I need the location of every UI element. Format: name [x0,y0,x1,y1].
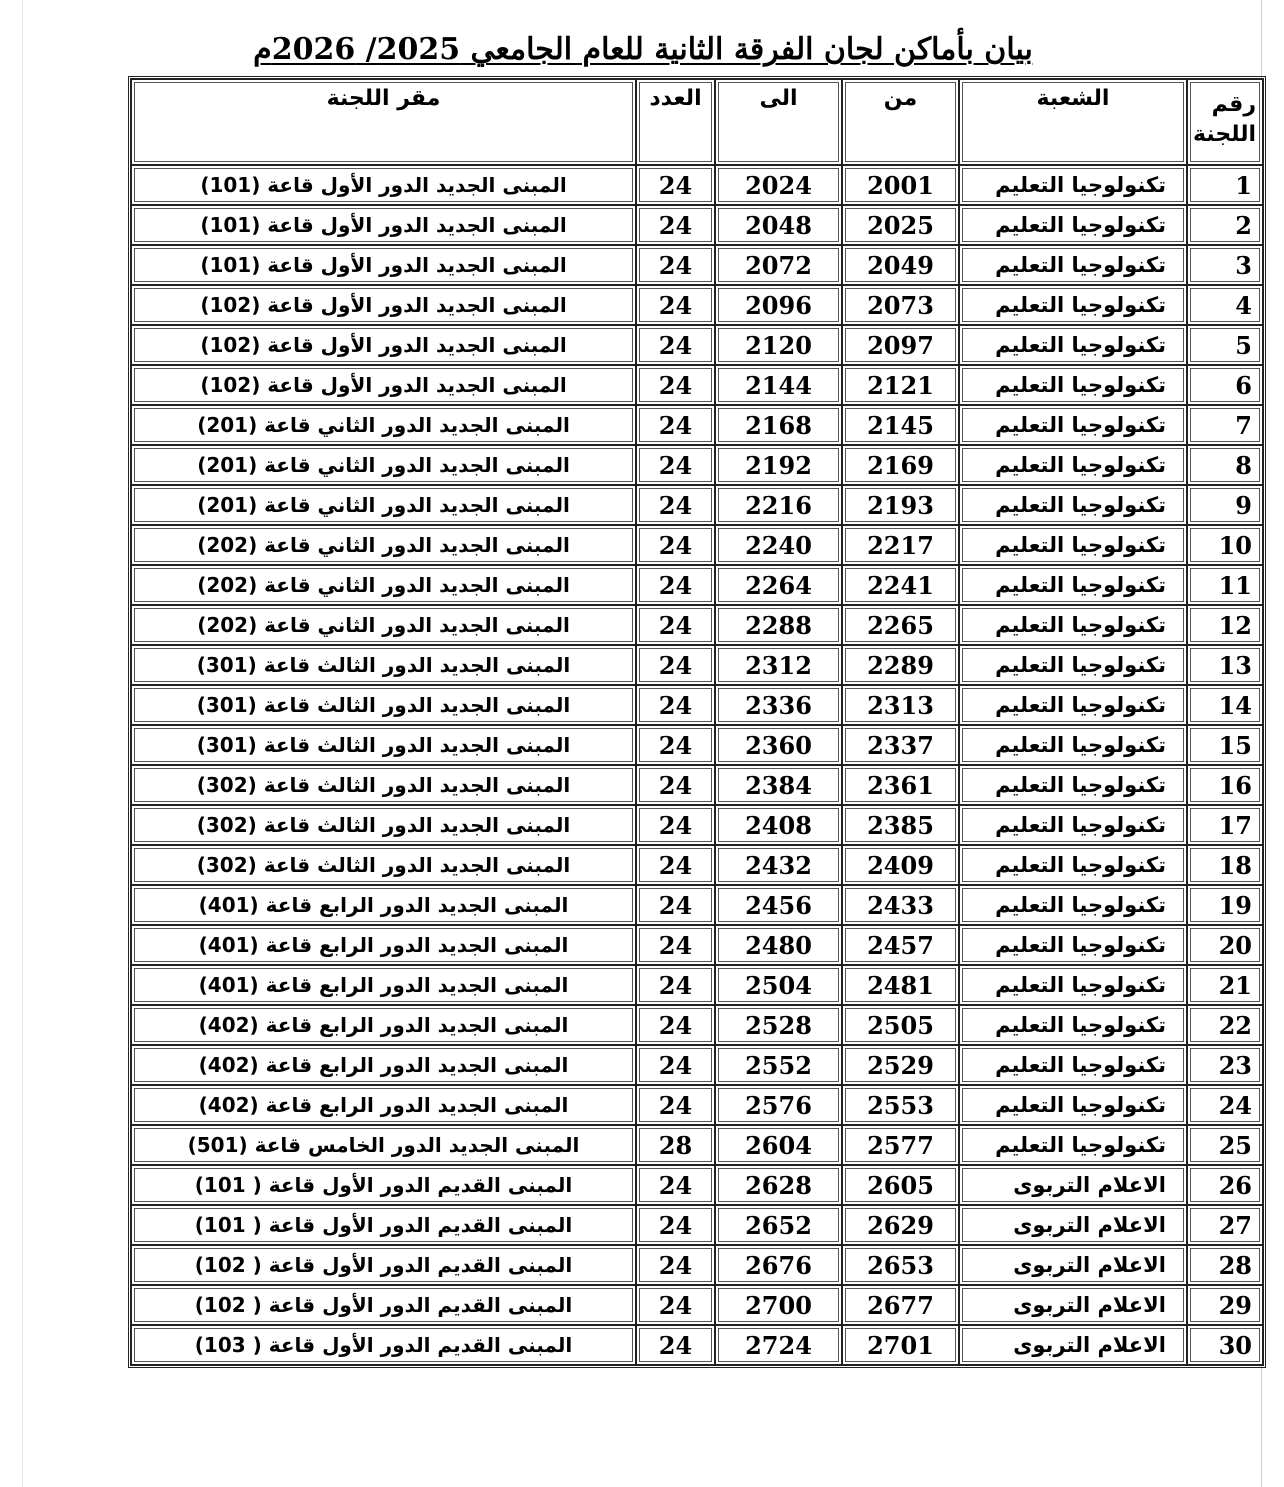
cell-from: 2289 [842,645,959,685]
cell-count: 24 [636,1165,715,1205]
table-row [131,565,1263,605]
cell-count: 24 [636,165,715,205]
cell-from: 2457 [842,925,959,965]
cell-department: تكنولوجيا التعليم [959,325,1187,365]
cell-count: 24 [636,685,715,725]
cell-location: المبنى الجديد الدور الرابع قاعة (401) [131,925,636,965]
cell-from: 2361 [842,765,959,805]
cell-committee-number: 6 [1187,365,1263,405]
cell-to: 2724 [715,1325,842,1365]
cell-department: تكنولوجيا التعليم [959,605,1187,645]
cell-to: 2604 [715,1125,842,1165]
cell-department: تكنولوجيا التعليم [959,205,1187,245]
cell-count: 24 [636,925,715,965]
table-row [131,725,1263,765]
header-department: الشعبة [959,79,1187,165]
cell-department: الاعلام التربوى [959,1285,1187,1325]
cell-count: 24 [636,1285,715,1325]
cell-from: 2605 [842,1165,959,1205]
cell-committee-number: 27 [1187,1205,1263,1245]
cell-to: 2288 [715,605,842,645]
cell-location: المبنى القديم الدور الأول قاعة ( 103) [131,1325,636,1365]
cell-count: 24 [636,485,715,525]
cell-committee-number: 22 [1187,1005,1263,1045]
cell-department: تكنولوجيا التعليم [959,485,1187,525]
cell-department: تكنولوجيا التعليم [959,1005,1187,1045]
header-committee-number: رقم اللجنة [1187,79,1263,165]
cell-department: تكنولوجيا التعليم [959,645,1187,685]
cell-committee-number: 13 [1187,645,1263,685]
cell-to: 2480 [715,925,842,965]
cell-committee-number: 7 [1187,405,1263,445]
cell-to: 2072 [715,245,842,285]
cell-department: تكنولوجيا التعليم [959,1085,1187,1125]
cell-to: 2700 [715,1285,842,1325]
cell-count: 24 [636,205,715,245]
table-row [131,445,1263,485]
table-row [131,1085,1263,1125]
cell-department: الاعلام التربوى [959,1205,1187,1245]
cell-to: 2120 [715,325,842,365]
table-row [131,1125,1263,1165]
cell-committee-number: 11 [1187,565,1263,605]
cell-committee-number: 17 [1187,805,1263,845]
header-to: الى [715,79,842,165]
cell-from: 2433 [842,885,959,925]
cell-to: 2336 [715,685,842,725]
cell-from: 2629 [842,1205,959,1245]
cell-from: 2481 [842,965,959,1005]
cell-to: 2408 [715,805,842,845]
cell-committee-number: 15 [1187,725,1263,765]
cell-to: 2456 [715,885,842,925]
cell-count: 24 [636,1085,715,1125]
cell-committee-number: 5 [1187,325,1263,365]
cell-committee-number: 30 [1187,1325,1263,1365]
cell-department: تكنولوجيا التعليم [959,885,1187,925]
cell-department: تكنولوجيا التعليم [959,925,1187,965]
cell-committee-number: 25 [1187,1125,1263,1165]
cell-department: تكنولوجيا التعليم [959,725,1187,765]
cell-location: المبنى الجديد الدور الأول قاعة (101) [131,245,636,285]
cell-location: المبنى الجديد الدور الأول قاعة (101) [131,205,636,245]
cell-to: 2552 [715,1045,842,1085]
cell-count: 24 [636,565,715,605]
cell-to: 2216 [715,485,842,525]
cell-location: المبنى الجديد الدور الأول قاعة (101) [131,165,636,205]
cell-from: 2313 [842,685,959,725]
cell-location: المبنى الجديد الدور الرابع قاعة (401) [131,885,636,925]
cell-department: الاعلام التربوى [959,1325,1187,1365]
cell-from: 2701 [842,1325,959,1365]
header-location: مقر اللجنة [131,79,636,165]
cell-department: تكنولوجيا التعليم [959,1045,1187,1085]
cell-to: 2576 [715,1085,842,1125]
header-count: العدد [636,79,715,165]
cell-from: 2265 [842,605,959,645]
cell-count: 24 [636,725,715,765]
cell-to: 2360 [715,725,842,765]
cell-from: 2073 [842,285,959,325]
table-row [131,845,1263,885]
cell-to: 2384 [715,765,842,805]
cell-location: المبنى الجديد الدور الثالث قاعة (301) [131,725,636,765]
cell-location: المبنى الجديد الدور الأول قاعة (102) [131,285,636,325]
table-row [131,365,1263,405]
cell-department: تكنولوجيا التعليم [959,765,1187,805]
cell-count: 24 [636,1245,715,1285]
cell-location: المبنى الجديد الدور الثاني قاعة (201) [131,405,636,445]
cell-from: 2121 [842,365,959,405]
cell-from: 2193 [842,485,959,525]
cell-department: تكنولوجيا التعليم [959,845,1187,885]
cell-location: المبنى الجديد الدور الخامس قاعة (501) [131,1125,636,1165]
cell-location: المبنى الجديد الدور الرابع قاعة (402) [131,1005,636,1045]
cell-department: تكنولوجيا التعليم [959,685,1187,725]
cell-committee-number: 19 [1187,885,1263,925]
cell-committee-number: 16 [1187,765,1263,805]
cell-to: 2264 [715,565,842,605]
cell-location: المبنى الجديد الدور الرابع قاعة (402) [131,1045,636,1085]
cell-location: المبنى القديم الدور الأول قاعة ( 101) [131,1165,636,1205]
cell-count: 24 [636,325,715,365]
cell-count: 24 [636,1325,715,1365]
cell-department: الاعلام التربوى [959,1245,1187,1285]
committees-table [128,76,1266,1368]
cell-from: 2553 [842,1085,959,1125]
cell-to: 2652 [715,1205,842,1245]
cell-from: 2577 [842,1125,959,1165]
cell-to: 2504 [715,965,842,1005]
cell-count: 24 [636,245,715,285]
cell-location: المبنى الجديد الدور الثالث قاعة (302) [131,845,636,885]
cell-from: 2025 [842,205,959,245]
cell-count: 24 [636,405,715,445]
cell-from: 2529 [842,1045,959,1085]
cell-count: 24 [636,645,715,685]
cell-count: 24 [636,1045,715,1085]
table-row [131,325,1263,365]
cell-to: 2048 [715,205,842,245]
cell-location: المبنى القديم الدور الأول قاعة ( 102) [131,1285,636,1325]
cell-count: 24 [636,605,715,645]
table-row [131,765,1263,805]
cell-committee-number: 14 [1187,685,1263,725]
cell-count: 24 [636,365,715,405]
cell-to: 2312 [715,645,842,685]
cell-location: المبنى القديم الدور الأول قاعة ( 102) [131,1245,636,1285]
cell-department: تكنولوجيا التعليم [959,1125,1187,1165]
cell-committee-number: 8 [1187,445,1263,485]
table-row [131,805,1263,845]
table-row [131,965,1263,1005]
cell-committee-number: 21 [1187,965,1263,1005]
cell-count: 24 [636,525,715,565]
table-row [131,645,1263,685]
cell-count: 24 [636,885,715,925]
cell-department: تكنولوجيا التعليم [959,245,1187,285]
cell-location: المبنى الجديد الدور الثاني قاعة (202) [131,525,636,565]
cell-to: 2432 [715,845,842,885]
cell-department: تكنولوجيا التعليم [959,165,1187,205]
cell-department: تكنولوجيا التعليم [959,565,1187,605]
cell-count: 24 [636,845,715,885]
cell-committee-number: 2 [1187,205,1263,245]
table-row [131,1045,1263,1085]
cell-location: المبنى الجديد الدور الثالث قاعة (301) [131,685,636,725]
table-row [131,685,1263,725]
cell-from: 2385 [842,805,959,845]
cell-committee-number: 23 [1187,1045,1263,1085]
table-row [131,285,1263,325]
cell-committee-number: 18 [1187,845,1263,885]
cell-department: تكنولوجيا التعليم [959,445,1187,485]
cell-to: 2168 [715,405,842,445]
cell-committee-number: 12 [1187,605,1263,645]
cell-location: المبنى الجديد الدور الثالث قاعة (301) [131,645,636,685]
cell-from: 2409 [842,845,959,885]
table-row [131,1005,1263,1045]
cell-location: المبنى الجديد الدور الثاني قاعة (202) [131,565,636,605]
cell-count: 24 [636,965,715,1005]
cell-to: 2144 [715,365,842,405]
table-row [131,205,1263,245]
cell-committee-number: 28 [1187,1245,1263,1285]
cell-to: 2096 [715,285,842,325]
cell-to: 2192 [715,445,842,485]
cell-department: تكنولوجيا التعليم [959,405,1187,445]
table-row [131,925,1263,965]
cell-to: 2240 [715,525,842,565]
cell-from: 2169 [842,445,959,485]
cell-location: المبنى الجديد الدور الثالث قاعة (302) [131,765,636,805]
cell-department: تكنولوجيا التعليم [959,965,1187,1005]
table-row [131,245,1263,285]
cell-location: المبنى الجديد الدور الثاني قاعة (201) [131,485,636,525]
cell-committee-number: 3 [1187,245,1263,285]
cell-to: 2676 [715,1245,842,1285]
table-row [131,485,1263,525]
cell-location: المبنى الجديد الدور الرابع قاعة (401) [131,965,636,1005]
cell-to: 2528 [715,1005,842,1045]
table-row [131,1165,1263,1205]
cell-from: 2217 [842,525,959,565]
table-row [131,1285,1263,1325]
table-row [131,885,1263,925]
table-row [131,525,1263,565]
cell-department: تكنولوجيا التعليم [959,805,1187,845]
cell-count: 24 [636,765,715,805]
cell-department: تكنولوجيا التعليم [959,285,1187,325]
cell-location: المبنى الجديد الدور الأول قاعة (102) [131,325,636,365]
cell-count: 28 [636,1125,715,1165]
cell-count: 24 [636,1005,715,1045]
table-row [131,1245,1263,1285]
cell-to: 2024 [715,165,842,205]
cell-from: 2097 [842,325,959,365]
cell-count: 24 [636,445,715,485]
table-row [131,605,1263,645]
cell-from: 2677 [842,1285,959,1325]
header-from: من [842,79,959,165]
cell-committee-number: 20 [1187,925,1263,965]
page-title: بيان بأماكن لجان الفرقة الثانية للعام الجامعي 2025/ 2026م [253,32,1033,67]
cell-committee-number: 1 [1187,165,1263,205]
table-row [131,1325,1263,1365]
cell-to: 2628 [715,1165,842,1205]
cell-committee-number: 24 [1187,1085,1263,1125]
cell-from: 2337 [842,725,959,765]
table-row [131,165,1263,205]
table-row [131,1205,1263,1245]
cell-from: 2505 [842,1005,959,1045]
table-row [131,405,1263,445]
cell-department: الاعلام التربوى [959,1165,1187,1205]
cell-location: المبنى الجديد الدور الثاني قاعة (202) [131,605,636,645]
cell-committee-number: 4 [1187,285,1263,325]
cell-committee-number: 29 [1187,1285,1263,1325]
cell-count: 24 [636,1205,715,1245]
cell-from: 2145 [842,405,959,445]
cell-committee-number: 26 [1187,1165,1263,1205]
cell-from: 2241 [842,565,959,605]
cell-department: تكنولوجيا التعليم [959,525,1187,565]
table-header-row [131,79,1263,165]
cell-location: المبنى الجديد الدور الثالث قاعة (302) [131,805,636,845]
cell-from: 2001 [842,165,959,205]
cell-committee-number: 9 [1187,485,1263,525]
cell-location: المبنى القديم الدور الأول قاعة ( 101) [131,1205,636,1245]
cell-location: المبنى الجديد الدور الثاني قاعة (201) [131,445,636,485]
cell-committee-number: 10 [1187,525,1263,565]
cell-from: 2653 [842,1245,959,1285]
cell-location: المبنى الجديد الدور الرابع قاعة (402) [131,1085,636,1125]
cell-count: 24 [636,285,715,325]
cell-from: 2049 [842,245,959,285]
cell-count: 24 [636,805,715,845]
cell-location: المبنى الجديد الدور الأول قاعة (102) [131,365,636,405]
table-body [131,165,1263,1365]
cell-department: تكنولوجيا التعليم [959,365,1187,405]
